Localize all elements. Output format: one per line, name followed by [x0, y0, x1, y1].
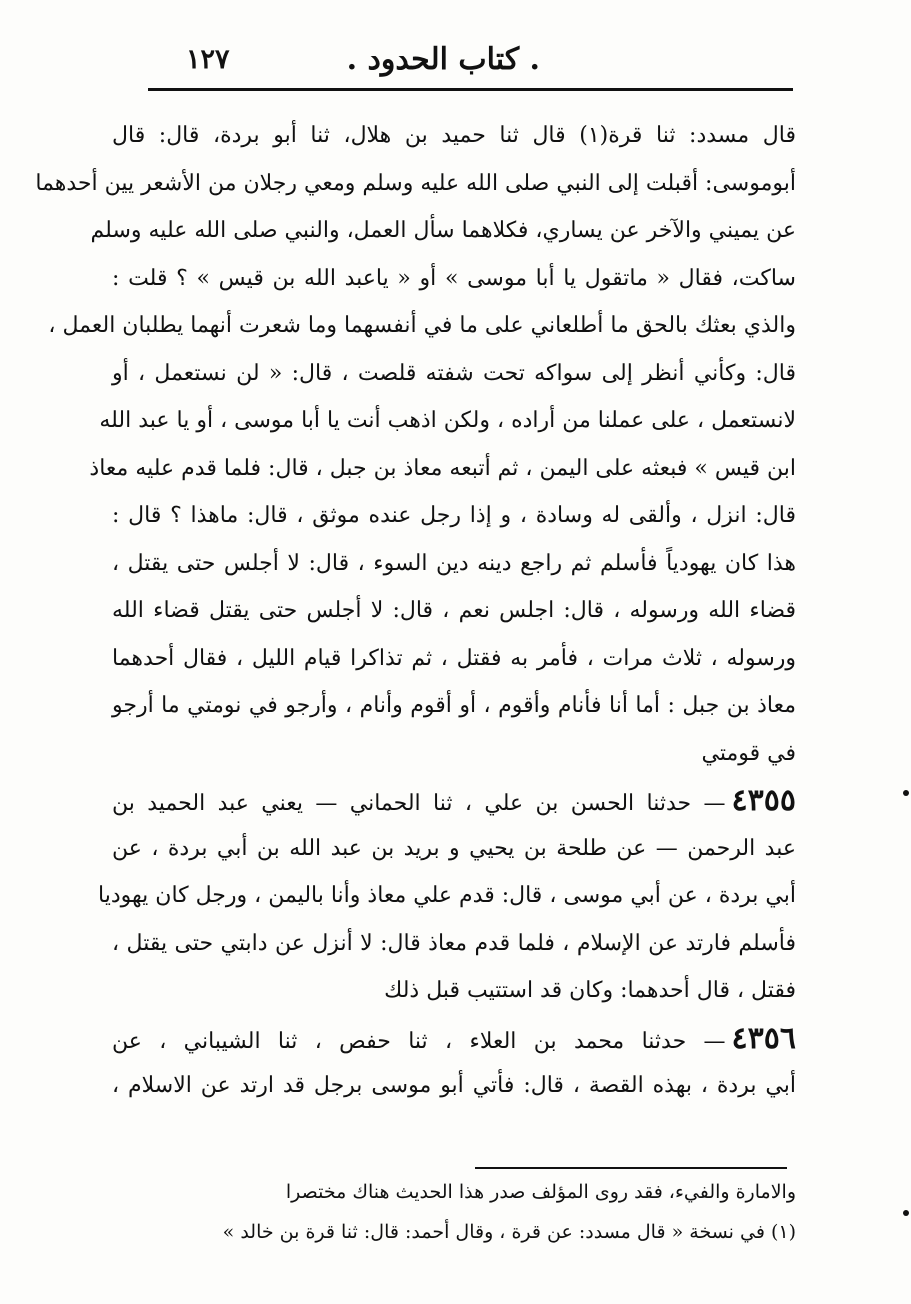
margin-mark	[903, 790, 909, 796]
running-title: . كتاب الحدود .	[346, 42, 540, 77]
hadith-first-line	[112, 1015, 796, 1063]
text-line: أبي بردة ، بهذه القصة ، قال: فأتي أبو موسى برجل قد ارتد عن الاسلام ،	[112, 1073, 796, 1098]
page-number: ١٢٧	[186, 44, 230, 75]
text-line: ورسوله ، ثلاث مرات ، فأمر به فقتل ، ثم تذاكرا قيام الليل ، فقال أحدهما	[112, 645, 796, 671]
text-line: فأسلم فارتد عن الإسلام ، فلما قدم معاذ قال: لا أنزل عن دابتي حتى يقتل ،	[112, 930, 796, 956]
text-line: ابن قيس » فبعثه على اليمن ، ثم أتبعه معاذ بن جبل ، قال: فلما قدم عليه معاذ	[89, 455, 796, 481]
footnote-line: (١) في نسخة « قال مسدد: عن قرة ، وقال أحمد: قال: ثنا قرة بن خالد »	[222, 1221, 796, 1243]
hadith-text: — حدثنا محمد بن العلاء ، ثنا حفص ، ثنا الشيباني ، عن	[112, 1028, 726, 1054]
text-line: عبد الرحمن — عن طلحة بن يحيي و بريد بن عبد الله بن أبي بردة ، عن	[112, 835, 796, 861]
text-line: هذا كان يهودياً فأسلم ثم راجع دينه دين السوء ، قال: لا أجلس حتى يقتل ،	[112, 550, 796, 576]
footnote-line: والامارة والفيء، فقد روى المؤلف صدر هذا الحديث هناك مختصرا	[285, 1181, 796, 1203]
text-line: معاذ بن جبل : أما أنا فأنام وأقوم ، أو أقوم وأنام ، وأرجو في نومتي ما أرجو	[112, 693, 796, 718]
text-line: قال: انزل ، وألقى له وسادة ، و إذا رجل عنده موثق ، قال: ماهذا ؟ قال :	[112, 503, 796, 528]
text-line: فقتل ، قال أحدهما: وكان قد استتيب قبل ذلك	[384, 978, 796, 1003]
text-line: والذي بعثك بالحق ما أطلعاني على ما في أنفسهما وما شعرت أنهما يطلبان العمل ،	[48, 313, 796, 338]
text-line: قال مسدد: ثنا قرة(١) قال ثنا حميد بن هلال، ثنا أبو بردة، قال: قال	[112, 123, 796, 148]
text-line: قضاء الله ورسوله ، قال: اجلس نعم ، قال: لا أجلس حتى يقتل قضاء الله	[112, 598, 796, 623]
page-header	[150, 40, 790, 90]
text-line: عن يميني والآخر عن يساري، فكلاهما سأل العمل، والنبي صلى الله عليه وسلم	[90, 218, 796, 243]
text-line: ساكت، فقال « ماتقول يا أبا موسى » أو « ياعبد الله بن قيس » ؟ قلت :	[112, 265, 796, 291]
hadith-first-line	[112, 777, 796, 825]
main-text	[35, 112, 796, 1110]
text-line: أبي بردة ، عن أبي موسى ، قال: قدم علي معاذ وأنا باليمن ، ورجل كان يهوديا	[98, 883, 796, 908]
footnote-rule	[475, 1167, 787, 1169]
margin-mark	[903, 1210, 909, 1216]
header-rule	[148, 88, 793, 91]
text-line: قال: وكأني أنظر إلى سواكه تحت شفته قلصت ، قال: « لن نستعمل ، أو	[112, 360, 796, 386]
hadith-number: ٤٣٥٦	[731, 1020, 796, 1056]
text-line: في قومتي	[701, 740, 796, 766]
footnotes	[112, 1172, 796, 1252]
hadith-text: — حدثنا الحسن بن علي ، ثنا الحماني — يعني عبد الحميد بن	[112, 791, 726, 816]
text-line: لانستعمل ، على عملنا من أراده ، ولكن اذهب أنت يا أبا موسى ، أو يا عبد الله	[99, 408, 796, 433]
text-line: أبوموسى: أقبلت إلى النبي صلى الله عليه وسلم ومعي رجلان من الأشعر يين أحدهما	[35, 170, 796, 196]
hadith-number: ٤٣٥٥	[731, 783, 796, 818]
